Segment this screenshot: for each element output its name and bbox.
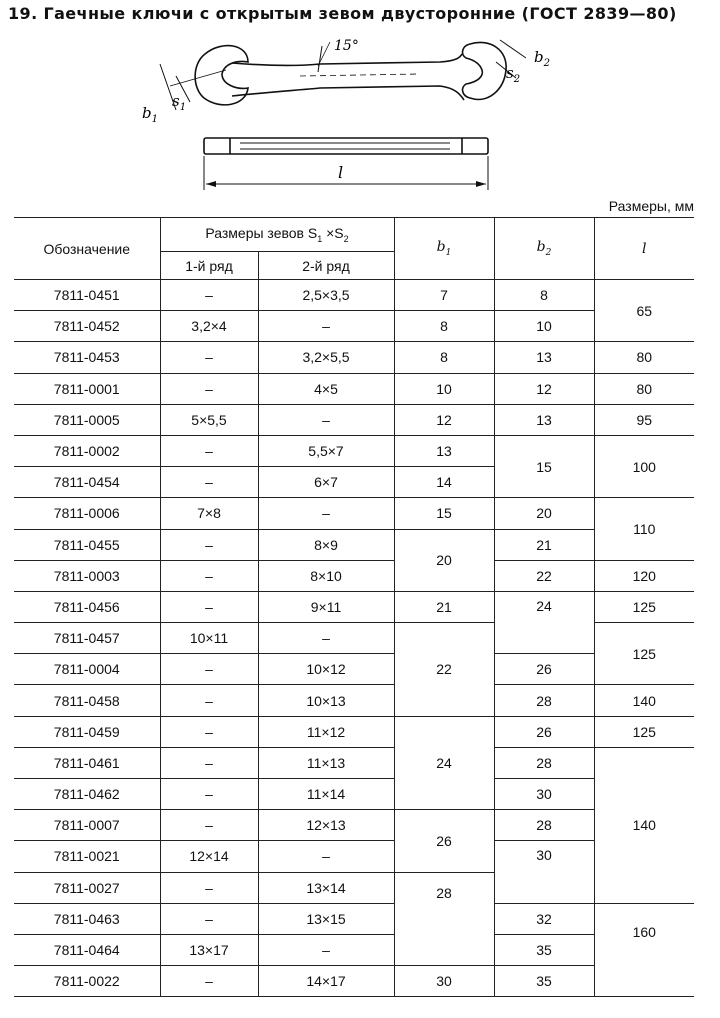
b2-label: $b_2$: [534, 48, 550, 69]
b2-cell: 10: [494, 311, 594, 342]
row1-cell: –: [160, 654, 258, 685]
b2-cell: 15: [494, 435, 594, 497]
b2-cell: 24: [494, 591, 594, 653]
designation-cell: 7811-0003: [14, 560, 160, 591]
table-row: [14, 685, 694, 716]
b2-cell: 21: [494, 529, 594, 560]
row2-cell: –: [258, 498, 394, 529]
header-jaw-sizes: Размеры зевов $S_1 \times S_2$: [160, 218, 394, 252]
header-b2: $b_2$: [494, 218, 594, 280]
b1-cell: 7: [394, 280, 494, 311]
b2-cell: 28: [494, 747, 594, 778]
designation-cell: 7811-0461: [14, 747, 160, 778]
row1-cell: –: [160, 435, 258, 466]
table-row: [14, 841, 694, 872]
b2-cell: 30: [494, 841, 594, 903]
row1-cell: 12×14: [160, 841, 258, 872]
b2-cell: 26: [494, 716, 594, 747]
table-row: [14, 654, 694, 685]
b2-cell: 35: [494, 934, 594, 965]
table-row: [14, 716, 694, 747]
row1-cell: 3,2×4: [160, 311, 258, 342]
header-designation: Обозначение: [14, 218, 160, 280]
designation-cell: 7811-0454: [14, 467, 160, 498]
table-row: [14, 779, 694, 810]
table-row: [14, 560, 694, 591]
b1-cell: 21: [394, 591, 494, 622]
designation-cell: 7811-0001: [14, 373, 160, 404]
l-cell: 95: [594, 404, 694, 435]
designation-cell: 7811-0463: [14, 903, 160, 934]
table-row: [14, 311, 694, 342]
row2-cell: 12×13: [258, 810, 394, 841]
row1-cell: 10×11: [160, 623, 258, 654]
b1-cell: 22: [394, 623, 494, 717]
table-row: [14, 810, 694, 841]
b2-cell: 13: [494, 342, 594, 373]
table-row: [14, 529, 694, 560]
row1-cell: 7×8: [160, 498, 258, 529]
row2-cell: 2,5×3,5: [258, 280, 394, 311]
designation-cell: 7811-0456: [14, 591, 160, 622]
b2-cell: 32: [494, 903, 594, 934]
row2-cell: 8×10: [258, 560, 394, 591]
row2-cell: 10×13: [258, 685, 394, 716]
designation-cell: 7811-0462: [14, 779, 160, 810]
b2-cell: 13: [494, 404, 594, 435]
designation-cell: 7811-0002: [14, 435, 160, 466]
row2-cell: 10×12: [258, 654, 394, 685]
row2-cell: –: [258, 623, 394, 654]
designation-cell: 7811-0005: [14, 404, 160, 435]
l-cell: 80: [594, 342, 694, 373]
header-l: l: [594, 218, 694, 280]
row2-cell: 11×13: [258, 747, 394, 778]
b2-cell: 28: [494, 685, 594, 716]
wrench-side-view: [204, 138, 488, 190]
table-row: [14, 404, 694, 435]
row1-cell: 5×5,5: [160, 404, 258, 435]
row1-cell: –: [160, 560, 258, 591]
b2-cell: 12: [494, 373, 594, 404]
b2-cell: 8: [494, 280, 594, 311]
designation-cell: 7811-0453: [14, 342, 160, 373]
table-row: [14, 747, 694, 778]
row2-cell: –: [258, 934, 394, 965]
row1-cell: –: [160, 779, 258, 810]
row1-cell: –: [160, 529, 258, 560]
row1-cell: –: [160, 747, 258, 778]
b2-cell: 28: [494, 810, 594, 841]
row1-cell: –: [160, 966, 258, 997]
b2-cell: 30: [494, 779, 594, 810]
designation-cell: 7811-0006: [14, 498, 160, 529]
designation-cell: 7811-0021: [14, 841, 160, 872]
row2-cell: 11×12: [258, 716, 394, 747]
l-cell: 100: [594, 435, 694, 497]
wrench-table: [14, 217, 694, 997]
row1-cell: –: [160, 872, 258, 903]
row1-cell: 13×17: [160, 934, 258, 965]
header-b1: $b_1$: [394, 218, 494, 280]
table-row: [14, 342, 694, 373]
row2-cell: 13×14: [258, 872, 394, 903]
b2-cell: 22: [494, 560, 594, 591]
table-row: [14, 435, 694, 466]
l-cell: 65: [594, 280, 694, 342]
units-label: Размеры, мм: [608, 198, 694, 214]
row2-cell: 9×11: [258, 591, 394, 622]
designation-cell: 7811-0464: [14, 934, 160, 965]
row1-cell: –: [160, 467, 258, 498]
b1-cell: 8: [394, 311, 494, 342]
s1-label: $s_1$: [172, 92, 187, 113]
designation-cell: 7811-0457: [14, 623, 160, 654]
row2-cell: 11×14: [258, 779, 394, 810]
row1-cell: –: [160, 373, 258, 404]
b1-cell: 26: [394, 810, 494, 872]
b1-cell: 28: [394, 872, 494, 966]
b1-cell: 20: [394, 529, 494, 591]
row2-cell: –: [258, 404, 394, 435]
s2-label: $s_2$: [506, 64, 521, 85]
table-row: [14, 903, 694, 934]
designation-cell: 7811-0458: [14, 685, 160, 716]
designation-cell: 7811-0459: [14, 716, 160, 747]
b1-cell: 10: [394, 373, 494, 404]
l-cell: 140: [594, 747, 694, 903]
row2-cell: –: [258, 841, 394, 872]
angle-label: 15°: [334, 38, 359, 54]
l-cell: 80: [594, 373, 694, 404]
b1-label: $b_1$: [142, 104, 158, 125]
b1-cell: 24: [394, 716, 494, 810]
l-cell: 125: [594, 623, 694, 685]
l-cell: 160: [594, 903, 694, 997]
b1-cell: 8: [394, 342, 494, 373]
b1-cell: 30: [394, 966, 494, 997]
length-label: l: [338, 163, 344, 182]
row1-cell: –: [160, 716, 258, 747]
row2-cell: 13×15: [258, 903, 394, 934]
row1-cell: –: [160, 685, 258, 716]
l-cell: 125: [594, 716, 694, 747]
b2-cell: 20: [494, 498, 594, 529]
header-row2: 2-й ряд: [258, 252, 394, 280]
row2-cell: –: [258, 311, 394, 342]
b2-cell: 35: [494, 966, 594, 997]
row1-cell: –: [160, 810, 258, 841]
row2-cell: 3,2×5,5: [258, 342, 394, 373]
b2-cell: 26: [494, 654, 594, 685]
l-cell: 140: [594, 685, 694, 716]
b1-cell: 13: [394, 435, 494, 466]
designation-cell: 7811-0027: [14, 872, 160, 903]
row1-cell: –: [160, 591, 258, 622]
table-row: [14, 591, 694, 622]
designation-cell: 7811-0451: [14, 280, 160, 311]
designation-cell: 7811-0452: [14, 311, 160, 342]
row2-cell: 8×9: [258, 529, 394, 560]
b1-cell: 14: [394, 467, 494, 498]
l-cell: 125: [594, 591, 694, 622]
row2-cell: 6×7: [258, 467, 394, 498]
b1-cell: 12: [394, 404, 494, 435]
page-title: 19. Гаечные ключи с открытым зевом двусторонние (ГОСТ 2839—80): [8, 4, 677, 23]
table-row: [14, 934, 694, 965]
l-cell: 110: [594, 498, 694, 560]
row1-cell: –: [160, 903, 258, 934]
table-row: [14, 280, 694, 311]
table-row: [14, 373, 694, 404]
designation-cell: 7811-0004: [14, 654, 160, 685]
designation-cell: 7811-0455: [14, 529, 160, 560]
table-row: [14, 966, 694, 997]
b1-cell: 15: [394, 498, 494, 529]
row2-cell: 4×5: [258, 373, 394, 404]
l-cell: 120: [594, 560, 694, 591]
row2-cell: 5,5×7: [258, 435, 394, 466]
row1-cell: –: [160, 280, 258, 311]
header-row1: 1-й ряд: [160, 252, 258, 280]
table-row: [14, 498, 694, 529]
wrench-drawing: [0, 26, 720, 196]
row1-cell: –: [160, 342, 258, 373]
designation-cell: 7811-0022: [14, 966, 160, 997]
designation-cell: 7811-0007: [14, 810, 160, 841]
row2-cell: 14×17: [258, 966, 394, 997]
